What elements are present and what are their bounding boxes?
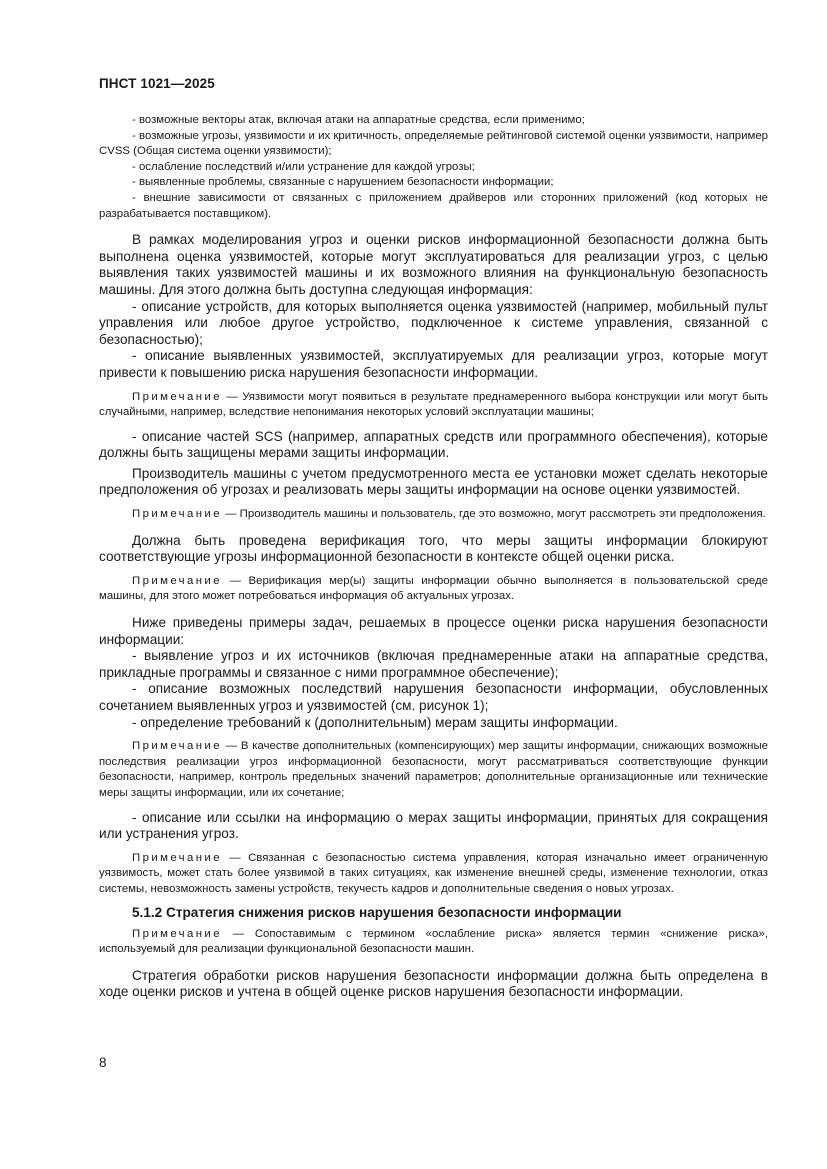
note-text: Уязвимости могут появиться в результате преднамеренного выбора конструкции или могут быть случайными, например, вследствие непонимания некоторых условий эксплуатации машины;: [99, 390, 768, 419]
list-item: - описание выявленных уязвимостей, эксплуатируемых для реализации угроз, которые могут привести к повышению риска нарушения безопасности информации.: [99, 348, 768, 380]
list-item: - описание или ссылки на информацию о мерах защиты информации, принятых для сокращения или устранения угроз.: [99, 809, 768, 842]
list-item: - описание возможных последствий нарушения безопасности информации, обусловленных сочетанием выявленных угроз и уязвимостей (см. рисунок 1);: [99, 681, 768, 713]
note-label: Примечание: [132, 390, 222, 403]
note-text: Сопоставимым с термином «ослабление риска» является термин «снижение риска», используемый для реализации функциональной безопасности машин.: [99, 927, 768, 956]
note: Примечание — Связанная с безопасностью система управления, которая изначально имеет ограниченную уязвимость, может стать более уязвимой в таких ситуациях, как изменение внешней среды, изменение технологии, отказ системы, невозможность замены устройств, текучесть кадров и дополнительные сведения о новых угрозах.: [99, 851, 768, 895]
list-item: - выявление угроз и их источников (включая преднамеренные атаки на аппаратные средства, прикладные программы и связанное с ними программное обеспечение);: [99, 648, 768, 680]
list-item: - описание устройств, для которых выполняется оценка уязвимостей (например, мобильный пульт управления или любое другое устройство, подключенное к системе управления, связанной с безопасностью);: [99, 298, 768, 347]
list-item: - возможные векторы атак, включая атаки на аппаратные средства, если применимо;: [132, 114, 585, 126]
note: Примечание — В качестве дополнительных (компенсирующих) мер защиты информации, снижающих возможные последствия реализации угроз информационной безопасности, могут рассматриваться соответствующие функции безопасности, например, контроль предельных значений параметров; дополнительные организационные или технические меры защиты информации, или их сочетание;: [99, 740, 768, 799]
note: Примечание — Сопоставимым с термином «ослабление риска» является термин «снижение риска», используемый для реализации функциональной безопасности машин.: [99, 927, 768, 956]
list-item: - ослабление последствий и/или устранение для каждой угрозы;: [132, 160, 475, 173]
section-heading: 5.1.2 Стратегия снижения рисков нарушения безопасности информации: [132, 904, 622, 920]
paragraph: В рамках моделирования угроз и оценки рисков информационной безопасности должна быть выполнена оценка уязвимостей, которые могут эксплуатироваться для реализации угроз, с целью выявления таких уязвимостей машины и их возможного влияния на функциональную безопасность машины. Для этого должна быть доступна следующая информация:: [99, 232, 768, 297]
note-label: Примечание: [132, 740, 222, 753]
paragraph: Ниже приведены примеры задач, решаемых в процессе оценки риска нарушения безопасности информации:: [99, 615, 768, 647]
list-item: - определение требований к (дополнительным) мерам защиты информации.: [132, 714, 618, 730]
note-label: Примечание: [132, 927, 222, 940]
list-item: - описание частей SCS (например, аппаратных средств или программного обеспечения), которые должны быть защищены мерами защиты информации.: [99, 428, 768, 461]
note-text: В качестве дополнительных (компенсирующих) мер защиты информации, снижающих возможные последствия реализации угроз информационной безопасности, могут рассматриваться соответствующие функции безопасности, например, контроль предельных значений параметров; дополнительные организационные или технические меры защиты информации, или их сочетание;: [99, 740, 768, 799]
page-body: [99, 113, 768, 1001]
note-text: Производитель машины и пользователь, где это возможно, могут рассмотреть эти предположения.: [239, 508, 766, 521]
note-label: Примечание: [132, 508, 222, 521]
page-number: 8: [99, 1055, 107, 1070]
list-item: - возможные угрозы, уязвимости и их критичность, определяемые рейтинговой системой оценки уязвимости, например CVSS (Общая система оценки уязвимости);: [99, 129, 768, 158]
list-item: - внешние зависимости от связанных с приложением драйверов или сторонних приложений (код которых не разрабатывается поставщиком).: [99, 191, 768, 220]
paragraph: Должна быть проведена верификация того, что меры защиты информации блокируют соответствующие угрозы информационной безопасности в контексте общей оценки риска.: [99, 532, 768, 565]
note-label: Примечание: [132, 851, 222, 864]
document-code: ПНСТ 1021—2025: [99, 76, 215, 91]
note-text: Связанная с безопасностью система управления, которая изначально имеет ограниченную уязвимость, может стать более уязвимой в таких ситуациях, как изменение внешней среды, изменение технологии, отказ системы, невозможность замены устройств, текучесть кадров и дополнительные сведения о новых угрозах.: [99, 851, 768, 895]
note: Примечание — Производитель машины и пользователь, где это возможно, могут рассмотреть эти предположения.: [132, 508, 766, 521]
note-text: Верификация мер(ы) защиты информации обычно выполняется в пользовательской среде машины, для этого может потребоваться информация об актуальных угрозах.: [99, 574, 768, 603]
paragraph: Производитель машины с учетом предусмотренного места ее установки может сделать некоторые предположения об угрозах и реализовать меры защиты информации на основе оценки уязвимостей.: [99, 465, 768, 498]
note: Примечание — Верификация мер(ы) защиты информации обычно выполняется в пользовательской среде машины, для этого может потребоваться информация об актуальных угрозах.: [99, 574, 768, 603]
list-item: - выявленные проблемы, связанные с нарушением безопасности информации;: [132, 176, 554, 189]
note-label: Примечание: [132, 574, 222, 587]
paragraph: Стратегия обработки рисков нарушения безопасности информации должна быть определена в ходе оценки рисков и учтена в общей оценке рисков нарушения безопасности информации.: [99, 967, 768, 1000]
note: Примечание — Уязвимости могут появиться в результате преднамеренного выбора конструкции или могут быть случайными, например, вследствие непонимания некоторых условий эксплуатации машины;: [99, 390, 768, 419]
